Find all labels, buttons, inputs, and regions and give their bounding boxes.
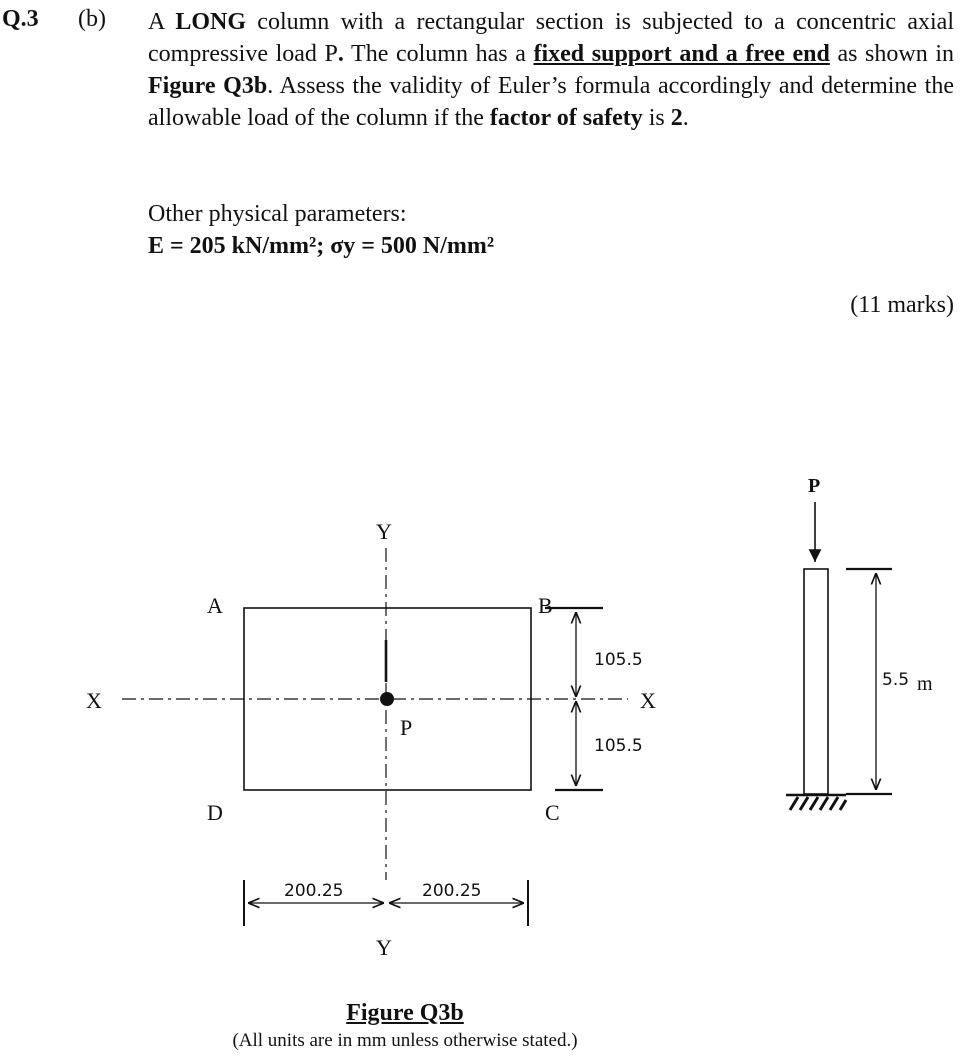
figure-caption-title: Figure Q3b (346, 1000, 464, 1026)
corner-label-b: B (538, 593, 553, 618)
figure-reference: Figure Q3b (148, 73, 268, 99)
x-axis-label-right: X (640, 688, 656, 713)
emphasis-long: LONG (175, 9, 246, 35)
text-span: column with a rectangular section is subjected to a concentric axial compressive load P (148, 9, 954, 67)
text-span: is (642, 105, 671, 131)
figure-caption-note: (All units are in mm unless otherwise stated.) (232, 1030, 578, 1051)
corner-label-d: D (207, 800, 223, 825)
dim-label-top-half: 105.5 (594, 650, 643, 670)
question-number: Q.3 (2, 6, 39, 32)
text-span: A (148, 9, 176, 35)
column-body (804, 569, 828, 794)
emphasis-fos: factor of safety (489, 105, 643, 131)
fos-value: 2 (670, 105, 683, 131)
column-height-value: 5.5 (882, 670, 910, 690)
text-span: . Assess the validity of Euler’s formula accordingly and determine the allowable load of the column if the (148, 73, 955, 131)
column-load-label: P (808, 475, 821, 497)
question-part: (b) (78, 6, 106, 32)
dim-label-left-half: 200.25 (284, 881, 344, 901)
dim-label-right-half: 200.25 (422, 881, 482, 901)
section-load-label: P (400, 715, 413, 740)
corner-label-a: A (207, 593, 223, 618)
text-span: as shown in (829, 41, 955, 67)
column-height-unit: m (917, 673, 933, 695)
load-point (380, 692, 394, 706)
params-heading: Other physical parameters: (148, 201, 407, 227)
y-axis-label-bottom: Y (376, 935, 392, 960)
text-span: . (682, 105, 689, 131)
x-axis-label-left: X (86, 688, 102, 713)
y-axis-label-top: Y (376, 519, 392, 544)
text-span: The column has a (343, 41, 534, 67)
params-values: E = 205 kN/mm²; σy = 500 N/mm² (148, 233, 495, 259)
dim-label-bottom-half: 105.5 (594, 736, 643, 756)
marks-label: (11 marks) (850, 292, 954, 318)
fixed-support-hatch (790, 797, 846, 810)
text-span: . (337, 41, 344, 67)
emphasis-support: fixed support and a free end (533, 41, 830, 67)
corner-label-c: C (545, 800, 560, 825)
